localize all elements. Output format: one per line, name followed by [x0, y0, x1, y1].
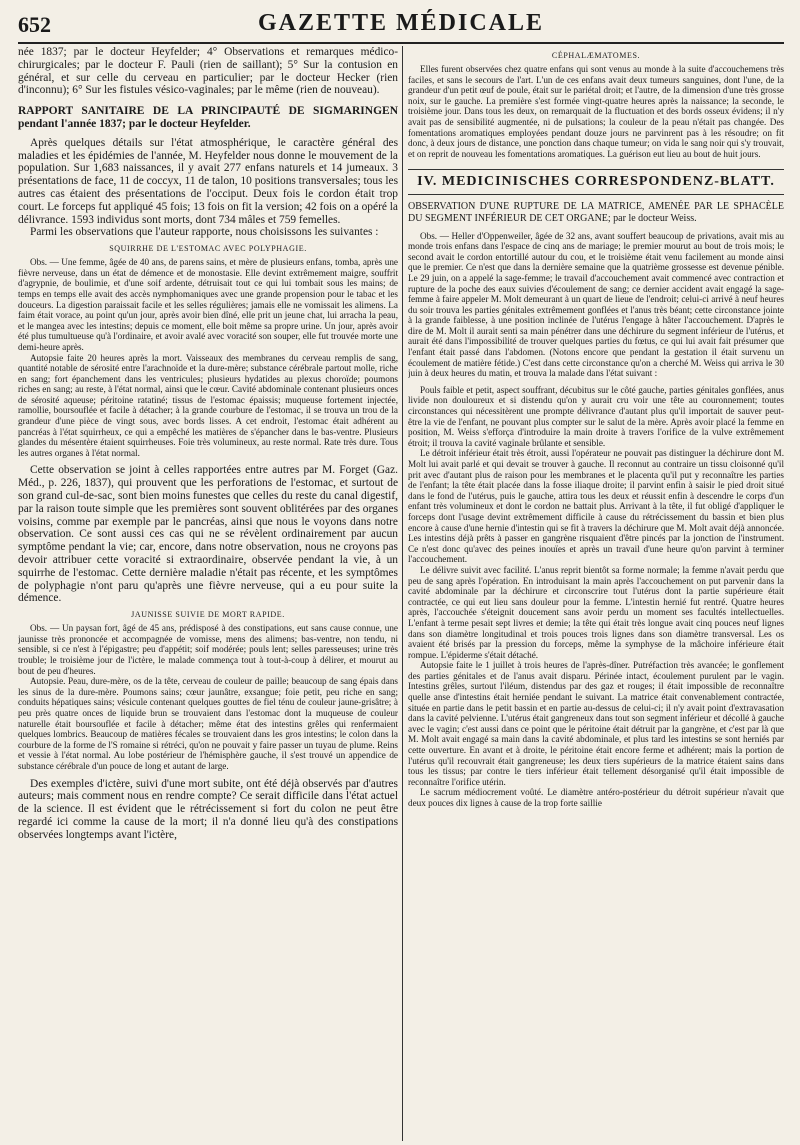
paragraph-continuation: née 1837; par le docteur Heyfelder; 4° Observations et remarques médico-chirurgicales; par le docteur F. Pauli (rien de saillant); 5° Sur la contusion en général, et sur celle du cerveau en particulier; par le docteur Hecker (rien d'inconnu); 6° Sur les fistules vésico-vaginales; par le même (rien de nouveau).	[18, 46, 398, 97]
observation-title: OBSERVATION D'UNE RUPTURE DE LA MATRICE, AMENÉE PAR LE SPHACÈLE DU SEGMENT INFÉRIEUR DE CET ORGANE; par le docteur Weiss.	[408, 201, 784, 224]
paragraph-pouls: Pouls faible et petit, aspect souffrant, décubitus sur le côté gauche, parties génitales gonflées, anus livide non douloureux et si distendu qu'on y aurait cru voir une tête au couronnement; toutes circonstances qui nécessitèrent une prompte délivrance d'autant plus qu'il importait de sauver peut-être la vie de l'enfant, ne pouvant plus compter sur le salut de la mère. Après avoir placé la femme en position, M. Weiss s'efforça d'introduire la main droite à travers l'orifice de la vulve extrêmement étroit; il trouva la cavité vaginale brûlante et sensible.	[408, 384, 784, 448]
page-number: 652	[18, 12, 51, 37]
paragraph-population: Après quelques détails sur l'état atmosphérique, le caractère général des maladies et les épidémies de l'année, M. Heyfelder nous donne le mouvement de la population. Sur 1,683 naissances, il y avait 277 enfans naturels et 14 jumeaux. 3 présentations de face, 11 de coccyx, 11 de talon, 10 positions transversales; tous les autres cas étaient des présentations de l'occiput. Deux fois le cordon était trop court. Le forceps fut appliqué 45 fois; 13 fois on fit la version; 42 fois on a opéré la délivrance. 1593 individus sont morts, dont 734 mâles et 759 femelles.	[18, 136, 398, 226]
autopsy-squirrhe: Autopsie faite 20 heures après la mort. Vaisseaux des membranes du cerveau remplis de sang, quantité notable de sérosité entre l'arachnoïde et la dure-mère; substance cérébrale partout molle, riche en sang; fort épanchement dans les ventricules; plusieurs hydatides au plexus choroïde; poumons riches en sang; au reste, à l'état normal, ainsi que le cœur. Cavité abdominale contenant plusieurs onces de sérosité aqueuse; péritoine ratatiné; tissus de l'estomac épaissis; muqueuse fortement injectée, ramollie, boursouflée et facile à détacher; à la grande courbure de l'estomac, il se trouva un trou de la grandeur d'une pièce de vingt sous, avec bords lisses. A cet endroit, l'estomac était adhérent au pancréas à l'état squirrheux, ce qui a empêché les matières de s'épancher dans le bas-ventre. Plusieurs glandes du mésentère étaient squirrheuses. Foie très volumineux, au reste normal. Rate très dure. Tous les autres organes à l'état normal.	[18, 352, 398, 458]
paragraph-ictere: Des exemples d'ictère, suivi d'une mort subite, ont été déjà observés par d'autres auteurs; mais comment nous en rendre compte? Ce serait difficile dans l'état actuel de la science. Il est évident que le rétrécissement si fort du colon ne peut être regardé ici comme la cause de la mort; il n'a donné lieu qu'à des constipations observées longtemps avant l'ictère,	[18, 777, 398, 841]
paragraph-autopsie-rupture: Autopsie faite le 1 juillet à trois heures de l'après-dîner. Putréfaction très avancée; le gonflement des parties génitales et de l'anus avait disparu. Périnée intact, écoulement purulent par le vagin. Intestins grêles, surtout l'iléum, distendus par des gaz et rouges; il était impossible de reconnaître quelle anse d'intestins était herniée pendant le suivant. La matrice était convenablement contractée, située en partie dans le petit bassin et en partie au-dessus de celui-ci; il n'y avait point d'extravasation dans la cavité pelvienne. L'utérus était gangreneux dans tout son segment inférieur et décollé à gauche avec le vagin; c'est aussi dans ce point que le péritoine était détruit par la gangrène, et c'est par là que M. Molt avait engagé sa main dans la cavité abdominale, et plus tard les intestins se sont herniés par cette ouverture. En avant et à droite, le péritoine était encore ferme et adhérent; mais la portion de l'utérus qu'il recouvrait était gangreneuse; les deux tiers supérieurs de la matrice étaient sains dans tous les tissus; par contre le tiers inférieur était tellement désorganisé qu'il était impossible de reconnaître l'orifice utérin.	[408, 660, 784, 787]
subheading-cephalaematomes: CÉPHALÆMATOMES.	[551, 51, 641, 60]
paragraph-sacrum: Le sacrum médiocrement voûté. Le diamètre antéro-postérieur du détroit supérieur n'avait que deux pouces dix lignes à cause de la trop forte saillie	[408, 787, 784, 808]
column-divider	[402, 46, 403, 1141]
right-column	[408, 46, 784, 1141]
journal-title: GAZETTE MÉDICALE	[257, 10, 545, 36]
observation-jaunisse: Obs. — Un paysan fort, âgé de 45 ans, prédisposé à des constipations, eut sans cause connue, une jaunisse très prononcée et accompagnée de vomisse, mens des alimens; bas-ventre, non tendu, ni sensible, si ce n'est à l'épigastre; peu d'appétit; soif modérée; pouls lent; selles paresseuses; urine très trouble; le troisième jour de l'ictère, le malade commença tout à tout-à-coup à délirer, et mourut au bout de peu d'heures.	[18, 623, 398, 676]
columns	[18, 46, 784, 1141]
subheading-jaunisse: JAUNISSE SUIVIE DE MORT RAPIDE.	[131, 610, 285, 620]
left-column	[18, 46, 398, 1141]
paragraph-detroit: Le détroit inférieur était très étroit, aussi l'opérateur ne pouvait pas distinguer la déchirure dont M. Molt lui avait parlé et qui devait se trouver à gauche. Il reconnut au contraire un tissu cloisonné qu'il prit avec d'autant plus de raison pour les membranes et le placenta qu'il put y reconnaître les parties de l'enfant; la tête était placée dans la fosse iliaque droite; il parvint enfin à saisir le pied droit situé dans le fond de l'utérus, puis le gauche, attira tous les deux et réussit enfin à descendre le corps d'un enfant très volumineux et dont le cordon ne battait plus. Arrivant à la tête, il fut obligé d'appliquer le forceps dont l'usage devint extrêmement difficile à cause du rétrécissement du bassin et bien plus encore à cause d'une hernie d'intestin qui se fit à travers la déchirure que M. Molt avait déjà annoncée. Les intestins déjà prêts à passer en gangrène risquaient d'être pincés par la jonction de l'instrument. Ce n'est donc qu'avec des peines inouïes et après un travail d'une heure qu'on parvint à terminer l'accouchement.	[408, 448, 784, 565]
report-title: RAPPORT SANITAIRE DE LA PRINCIPAUTÉ DE SIGMARINGEN pendant l'année 1837; par le docteur Heyfelder.	[18, 105, 398, 130]
observation-squirrhe: Obs. — Une femme, âgée de 40 ans, de parens sains, et mère de plusieurs enfans, tomba, après une fièvre nerveuse, dans un état de démence et de monostasie. Elle devint extrêmement maigre, souffrit d'agrypnie, de boulimie, et d'une soif ardente, détruisait tout ce qui lui tombait sous les mains; de temps en temps elle avait des accès nymphomaniques avec une grande propension pour le tabac et les douceurs. La digestion paraissait facile et les selles régulières; jamais elle ne vomissait les alimens. La faim était vorace, au point qu'un jour, après avoir bien dîné, elle prit un jeune chat, lui arracha la peau, et le mangea avec les intestins; depuis ce moment, elle boit même sa propre urine. Un jour, après avoir été plus tumultueuse qu'à l'ordinaire, et avoir avalé avec voracité son souper, elle fut trouvée morte une demi-heure après.	[18, 257, 398, 352]
subheading-squirrhe: SQUIRRHE DE L'ESTOMAC AVEC POLYPHAGIE.	[109, 244, 307, 254]
observation-rupture: Obs. — Heller d'Oppenweiler, âgée de 32 ans, avant souffert beaucoup de privations, avait mis au monde trois enfans dans l'espace de cinq ans de mariage; le premier mourut au bout de trois mois; le second avait le cordon entortillé autour du cou, et le troisième était venu facilement au monde ainsi que le premier. Ce n'est que dans la dernière semaine que la quatrième grossesse est devenue pénible. Le 29 juin, on a appelé la sage-femme; le travail d'accouchement avait commencé avec contraction et rupture de la poche des eaux suivies d'écoulement de sang; ce dernier accident avait engagé la sage-femme à faire appeler M. Molt demeurant à un quart de lieue de l'endroit; celui-ci arrivé à neuf heures du soir trouva les parties génitales extrêmement gonflées et l'anus très béant; cette circonstance jointe à la grande faiblesse, à une position inclinée de l'utérus l'engage à hâter l'accouchement. D'après le dire de M. Molt il aurait senti sa main pénétrer dans une déchirure du segment inférieur de l'utérus, et aurait été dans l'impossibilité de trouver quelques parties du fœtus, ce qui lui avait fait présumer que l'enfant était passé dans l'abdomen. (Notons encore que pendant la gestation il était survenu un écoulement de matière fétide.) C'est dans cette circonstance qu'on a cherché M. Weiss qui arriva le 30 juin à deux heures du matin, et trouva la malade dans l'état suivant :	[408, 230, 784, 379]
section-heading: IV. MEDICINISCHES CORRESPONDENZ-BLATT.	[408, 169, 784, 195]
paragraph-intro-observations: Parmi les observations que l'auteur rapporte, nous choisissons les suivantes :	[30, 226, 379, 239]
paragraph-commentary: Cette observation se joint à celles rapportées entre autres par M. Forget (Gaz. Méd., p. 226, 1837), qui prouvent que les perforations de l'estomac, et surtout de son grand cul-de-sac, sont bien moins funestes que celles du reste du canal digestif, par la raison toute simple que les premières sont souvent oblitérées par des organes voisins, comme par exemple par le pancréas, ainsi que nous le voyons dans notre observation. Ce sont aussi ces cas qui ne se révèlent ordinairement par aucun symptôme pendant la vie; car, encore, dans notre observation, nous ne croyons pas devoir attribuer cette voracité si extraordinaire, observée pendant la vie, à un squirrhe de l'estomac. Cette dernière maladie n'était pas récente, et les symptômes de polyphagie n'ont paru qu'après une fièvre nerveuse, qui a eu pour suite la démence.	[18, 464, 398, 605]
paragraph-cephalaematomes: Elles furent observées chez quatre enfans qui sont venus au monde à la suite d'accouchemens très faciles, et sans le secours de l'art. L'un de ces enfans avait deux tumeurs sanguines, dont l'une, de la grandeur d'un petit œuf de poule, était sur le pariétal droit; et l'autre, de la dimension d'une très grosse noix, sur le gauche. La première s'est formée vingt-quatre heures après la naissance; la seconde, le troisième jour. Dans tous les deux, on remarquait de la fluctuation et des bords osseux évidens; il n'y avait pas de sensibilité augmentée, ni de pulsations; la couleur de la peau n'était pas changée. Des fomentations aromatiques employées pendant douze jours ne parvinrent pas à les résoudre; on fit donc, à deux jours de distance, une ponction dans chaque tumeur; on vida le sang noir qui s'y trouvait, et on reprit de nouveau les fomentations aromatiques. La guérison eut lieu au bout de huit jours.	[408, 64, 784, 159]
paragraph-delivre: Le délivre suivit avec facilité. L'anus reprit bientôt sa forme normale; la femme n'avait perdu que peu de sang après l'opération. En introduisant la main après l'accouchement on put parvenir dans la cavité abdominale par la déchirure et circonscrire tout l'utérus dont la partie supérieure était contractée, ce qui eut lieu sans douleur pour la femme. L'intestin hernié fut rentré. Quatre heures après, l'accouchée s'éteignit doucement sans avoir perdu un moment ses facultés intellectuelles. L'enfant à terme pesait sept livres et demie; la tête qui était très longue avait cinq pouces neuf lignes dans son diamètre longitudinal et trois pouces trois lignes dans son diamètre transversal. Les os avaient été brisés par la pression du forceps, même la symphyse de la mâchoire inférieure était rompue. L'épiderme s'était détaché.	[408, 564, 784, 660]
page-header	[18, 8, 784, 44]
autopsy-jaunisse: Autopsie. Peau, dure-mère, os de la tête, cerveau de couleur de paille; beaucoup de sang épais dans les sinus de la dure-mère. Poumons sains; cœur jaunâtre, exsangue; foie petit, peu riche en sang; conduits hépatiques sains; vésicule contenant quelques gouttes de fiel ténu de couleur jaune-grisâtre; à peu près quatre onces de liquide brun se trouvaient dans l'estomac dont la muqueuse de couleur naturelle était boursouflée et facile à détacher; même état des intestins grêles qui renfermaient quelques lombrics. Beaucoup de matières fécales se trouvaient dans les gros intestins; le colon dans la courbure de la forme de l'S romaine si rétréci, qu'on ne pouvait y faire passer un tuyau de plume. Reins et vessie à l'état normal. Au lobe postérieur de l'hémisphère gauche, il s'est trouvé un appendice de substance cérébrale d'un pouce de long et autant de large.	[18, 676, 398, 771]
